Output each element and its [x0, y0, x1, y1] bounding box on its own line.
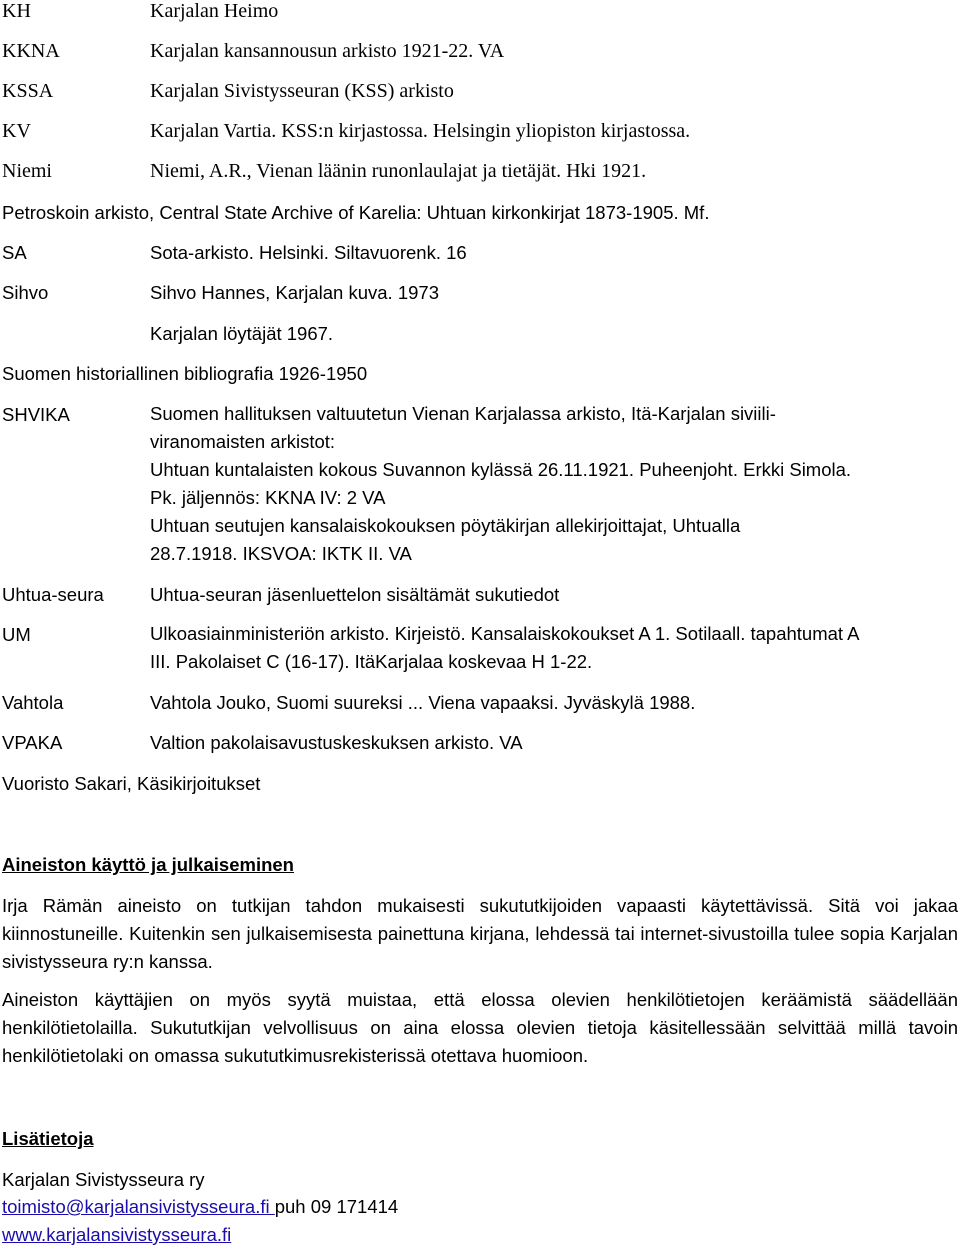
abbr-code: Uhtua-seura	[2, 584, 104, 605]
abbr-description: Karjalan Vartia. KSS:n kirjastossa. Helsingin yliopiston kirjastossa.	[150, 120, 691, 142]
abbr-code-shvika: SHVIKA	[2, 404, 70, 425]
abbr-description: Karjalan Sivistysseuran (KSS) arkisto	[150, 80, 454, 102]
abbr-code: Niemi	[2, 160, 52, 182]
abbr-code: Vahtola	[2, 692, 64, 713]
abbr-description: Vahtola Jouko, Suomi suureksi ... Viena vapaaksi. Jyväskylä 1988.	[150, 692, 696, 713]
abbr-code-um: UM	[2, 624, 31, 645]
shvika-line: viranomaisten arkistot:	[150, 431, 336, 452]
petroskoi-line: Petroskoin arkisto, Central State Archive of Karelia: Uhtuan kirkonkirjat 1873-1905. Mf.	[2, 202, 710, 223]
abbr-description: Niemi, A.R., Vienan läänin runonlaulajat ja tietäjät. Hki 1921.	[150, 160, 647, 182]
abbr-code: VPAKA	[2, 732, 63, 753]
usage-paragraph-2: Aineiston käyttäjien on myös syytä muistaa, että elossa olevien henkilötietojen keräämistä säädellään henkilötietolailla. Sukututkijan velvollisuus on aina elossa olevien tietoja käsitellessään selvittää millä tavoin henkilötietolaki on omassa sukututkimusrekisterissä otettava huomioon.	[2, 989, 958, 1066]
um-description	[150, 620, 958, 676]
shvika-line: Pk. jäljennös: KKNA IV: 2 VA	[150, 487, 386, 508]
email-link[interactable]: toimisto@karjalansivistysseura.fi	[2, 1196, 275, 1217]
website-line	[2, 1223, 958, 1247]
abbr-code: SA	[2, 242, 27, 263]
shb-line: Suomen historiallinen bibliografia 1926-1950	[2, 363, 368, 384]
abbr-description: Karjalan Heimo	[150, 0, 279, 22]
abbr-code: KV	[2, 120, 31, 142]
abbr-description: Sihvo Hannes, Karjalan kuva. 1973	[150, 282, 439, 303]
org-name: Karjalan Sivistysseura ry	[2, 1169, 205, 1190]
phone-number: puh 09 171414	[274, 1196, 399, 1217]
abbr-code: Sihvo	[2, 282, 49, 303]
abbr-code: KKNA	[2, 40, 60, 62]
shvika-line: Uhtuan kuntalaisten kokous Suvannon kylässä 26.11.1921. Puheenjoht. Erkki Simola.	[150, 459, 852, 480]
website-link[interactable]: www.karjalansivistysseura.fi	[2, 1224, 232, 1245]
um-line: Ulkoasiainministeriön arkisto. Kirjeistö. Kansalaiskokoukset A 1. Sotilaall. tapahtumat A	[150, 623, 860, 644]
abbr-code: KSSA	[2, 80, 54, 102]
um-line: III. Pakolaiset C (16-17). ItäKarjalaa koskevaa H 1-22.	[150, 651, 593, 672]
usage-paragraph-1: Irja Rämän aineisto on tutkijan tahdon mukaisesti sukututkijoiden vapaasti käytettävissä. Sitä voi jakaa kiinnostuneille. Kuitenkin sen julkaisemisesta painettuna kirjana, lehdessä tai internet-sivustoilla tulee sopia Karjalan sivistysseura ry:n kanssa.	[2, 895, 958, 972]
shvika-line: Uhtuan seutujen kansalaiskokouksen pöytäkirjan allekirjoittajat, Uhtualla	[150, 515, 741, 536]
abbr-description: Valtion pakolaisavustuskeskuksen arkisto. VA	[150, 732, 523, 753]
abbr-description: Karjalan kansannousun arkisto 1921-22. VA	[150, 40, 505, 62]
info-heading: Lisätietoja	[2, 1128, 94, 1149]
abbr-code: KH	[2, 0, 31, 22]
abbr-description: Sota-arkisto. Helsinki. Siltavuorenk. 16	[150, 242, 467, 263]
vuoristo-line: Vuoristo Sakari, Käsikirjoitukset	[2, 773, 261, 794]
sihvo-second-work: Karjalan löytäjät 1967.	[150, 323, 334, 344]
usage-heading: Aineiston käyttö ja julkaiseminen	[2, 854, 294, 875]
shvika-description	[150, 400, 958, 568]
abbr-description: Uhtua-seuran jäsenluettelon sisältämät sukutiedot	[150, 584, 560, 605]
shvika-line: 28.7.1918. IKSVOA: IKTK II. VA	[150, 543, 412, 564]
shvika-line: Suomen hallituksen valtuutetun Vienan Karjalassa arkisto, Itä-Karjalan siviili-	[150, 403, 776, 424]
contact-line	[2, 1195, 958, 1219]
